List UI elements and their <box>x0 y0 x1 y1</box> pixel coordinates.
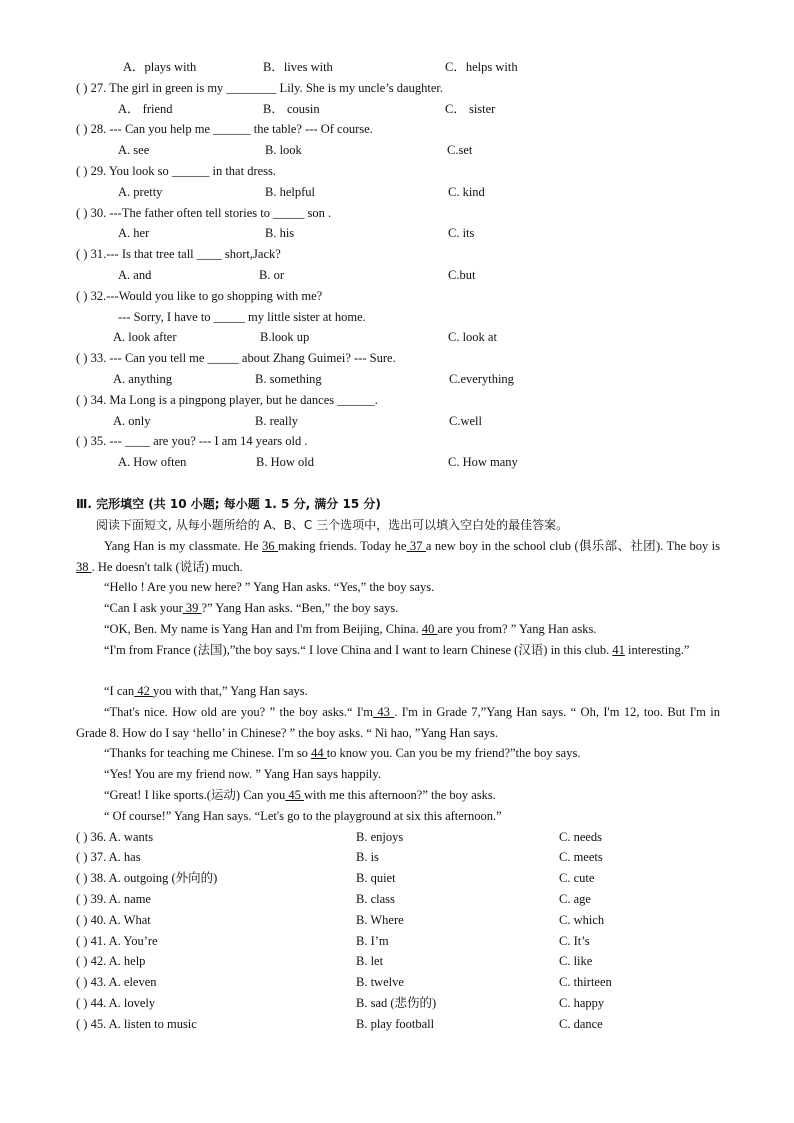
passage-paragraph: “Hello ! Are you new here? ” Yang Han asks. “Yes,” the boy says. <box>104 580 435 594</box>
cloze-question-36: ( ) 36. A. wants <box>76 830 154 844</box>
cloze-question-43: ( ) 43. A. eleven <box>76 975 157 989</box>
option-c: C. It’s <box>559 934 590 948</box>
option-c: C.well <box>449 414 482 428</box>
question-30: ( ) 30. ---The father often tell stories to _____ son . <box>76 206 332 220</box>
cloze-question-39: ( ) 39. A. name <box>76 892 151 906</box>
option-b: B. really <box>255 414 299 428</box>
cloze-question-40: ( ) 40. A. What <box>76 913 151 927</box>
option-c: C. thirteen <box>559 975 612 989</box>
option-c: C. needs <box>559 830 603 844</box>
option-c: C.set <box>447 143 473 157</box>
option-c: C． sister <box>445 102 496 116</box>
option-a: A. see <box>118 143 150 157</box>
option-b: B. twelve <box>356 975 404 989</box>
option-c: C. How many <box>448 455 518 469</box>
option-b: B. helpful <box>265 185 315 199</box>
question-32-line-2: --- Sorry, I have to _____ my little sister at home. <box>118 310 366 324</box>
section-instruction: 阅读下面短文, 从每小题所给的 A、B、C 三个选项中，选出可以填入空白处的最佳答案。 <box>96 518 569 532</box>
blank-43: 43 <box>373 705 395 719</box>
option-b: B． cousin <box>263 102 320 116</box>
cloze-question-44: ( ) 44. A. lovely <box>76 996 156 1010</box>
blank-45: 45 <box>285 788 304 802</box>
option-c: C. like <box>559 954 593 968</box>
option-a: A. How often <box>118 455 187 469</box>
blank-37: 37 <box>406 539 426 553</box>
option-b: B. Where <box>356 913 404 927</box>
passage-paragraph: “I'm from France (法国),”the boy says.“ I love China and I want to learn Chinese (汉语) in this club. 41 interesting.” <box>104 643 690 657</box>
cloze-question-41: ( ) 41. A. You’re <box>76 934 158 948</box>
option-b: B．lives with <box>263 60 333 74</box>
passage-paragraph: “I can 42 you with that,” Yang Han says. <box>104 684 308 698</box>
option-a: A. anything <box>113 372 173 386</box>
question-28: ( ) 28. --- Can you help me ______ the table? --- Of course. <box>76 122 373 136</box>
question-27: ( ) 27. The girl in green is my ________ Lily. She is my uncle’s daughter. <box>76 81 443 95</box>
option-b: B. something <box>255 372 322 386</box>
option-b: B. How old <box>256 455 314 469</box>
blank-38: 38 <box>76 559 92 574</box>
question-33: ( ) 33. --- Can you tell me _____ about Zhang Guimei? --- Sure. <box>76 351 396 365</box>
passage-paragraph: “Great! I like sports.(运动) Can you 45 with me this afternoon?” the boy asks. <box>104 788 496 802</box>
option-a: A. only <box>113 414 151 428</box>
option-b: B. or <box>259 268 284 282</box>
option-b: B. quiet <box>356 871 396 885</box>
option-a: A. and <box>118 268 152 282</box>
cloze-question-45: ( ) 45. A. listen to music <box>76 1017 197 1031</box>
option-c: C. meets <box>559 850 603 864</box>
option-c: C. kind <box>448 185 485 199</box>
option-c: C. age <box>559 892 591 906</box>
question-32: ( ) 32.---Would you like to go shopping with me? <box>76 289 323 303</box>
option-b: B. play football <box>356 1017 435 1031</box>
option-c: C.but <box>448 268 476 282</box>
option-c: C.everything <box>449 372 514 386</box>
option-a: A．plays with <box>123 60 197 74</box>
option-a: A. look after <box>113 330 177 344</box>
passage-paragraph: “Yes! You are my friend now. ” Yang Han says happily. <box>104 767 381 781</box>
blank-41: 41 <box>612 643 625 657</box>
option-a: A. her <box>118 226 150 240</box>
option-a: A． friend <box>118 102 173 116</box>
option-c: C. which <box>559 913 605 927</box>
cloze-question-38: ( ) 38. A. outgoing (外向的) <box>76 871 218 885</box>
passage-paragraph: “Can I ask your 39 ?” Yang Han asks. “Ben,” the boy says. <box>104 601 399 615</box>
question-29: ( ) 29. You look so ______ in that dress. <box>76 164 277 178</box>
cloze-question-42: ( ) 42. A. help <box>76 954 146 968</box>
blank-44: 44 <box>311 746 327 760</box>
option-b: B. I’m <box>356 934 389 948</box>
option-b: B. look <box>265 143 302 157</box>
section-heading: Ⅲ. 完形填空 (共 10 小题; 每小题 1. 5 分, 满分 15 分) <box>76 497 381 511</box>
option-c: C. look at <box>448 330 497 344</box>
option-c: C. happy <box>559 996 605 1010</box>
passage-paragraph: “That's nice. How old are you? ” the boy asks.“ I'm 43 . I'm in Grade 7,”Yang Han says. “ Oh, I'm 12, too. But I'm in Grade 8. How do I say ‘hello’ in Chinese? ” the boy asks. “ Ni hao, ”Yang Han says. <box>76 705 720 740</box>
option-b: B. class <box>356 892 395 906</box>
option-b: B. let <box>356 954 384 968</box>
passage-paragraph: Yang Han is my classmate. He 36 making friends. Today he 37 a new boy in the school club (俱乐部、社团). The boy is 38 . He doesn't talk (说话) much. <box>76 539 721 574</box>
question-31: ( ) 31.--- Is that tree tall ____ short,Jack? <box>76 247 281 261</box>
cloze-question-37: ( ) 37. A. has <box>76 850 141 864</box>
blank-42: 42 <box>134 684 153 698</box>
blank-39: 39 <box>182 601 202 615</box>
option-c: C. dance <box>559 1017 603 1031</box>
passage-paragraph: “Thanks for teaching me Chinese. I'm so 44 to know you. Can you be my friend?”the boy says. <box>104 746 581 760</box>
question-34: ( ) 34. Ma Long is a pingpong player, but he dances ______. <box>76 393 378 407</box>
blank-40: 40 <box>421 622 438 636</box>
option-c: C. cute <box>559 871 595 885</box>
option-c: C．helps with <box>445 60 518 74</box>
blank-36: 36 <box>262 539 279 553</box>
option-b: B. his <box>265 226 295 240</box>
option-c: C. its <box>448 226 475 240</box>
question-35: ( ) 35. --- ____ are you? --- I am 14 years old . <box>76 434 308 448</box>
passage-paragraph: “ Of course!” Yang Han says. “Let's go to the playground at six this afternoon.” <box>104 809 502 823</box>
option-a: A. pretty <box>118 185 163 199</box>
option-b: B. is <box>356 850 379 864</box>
option-b: B. enjoys <box>356 830 404 844</box>
option-b: B. sad (悲伤的) <box>356 996 437 1010</box>
option-b: B.look up <box>260 330 310 344</box>
passage-paragraph: “OK, Ben. My name is Yang Han and I'm from Beijing, China. 40 are you from? ” Yang Han asks. <box>104 622 597 636</box>
